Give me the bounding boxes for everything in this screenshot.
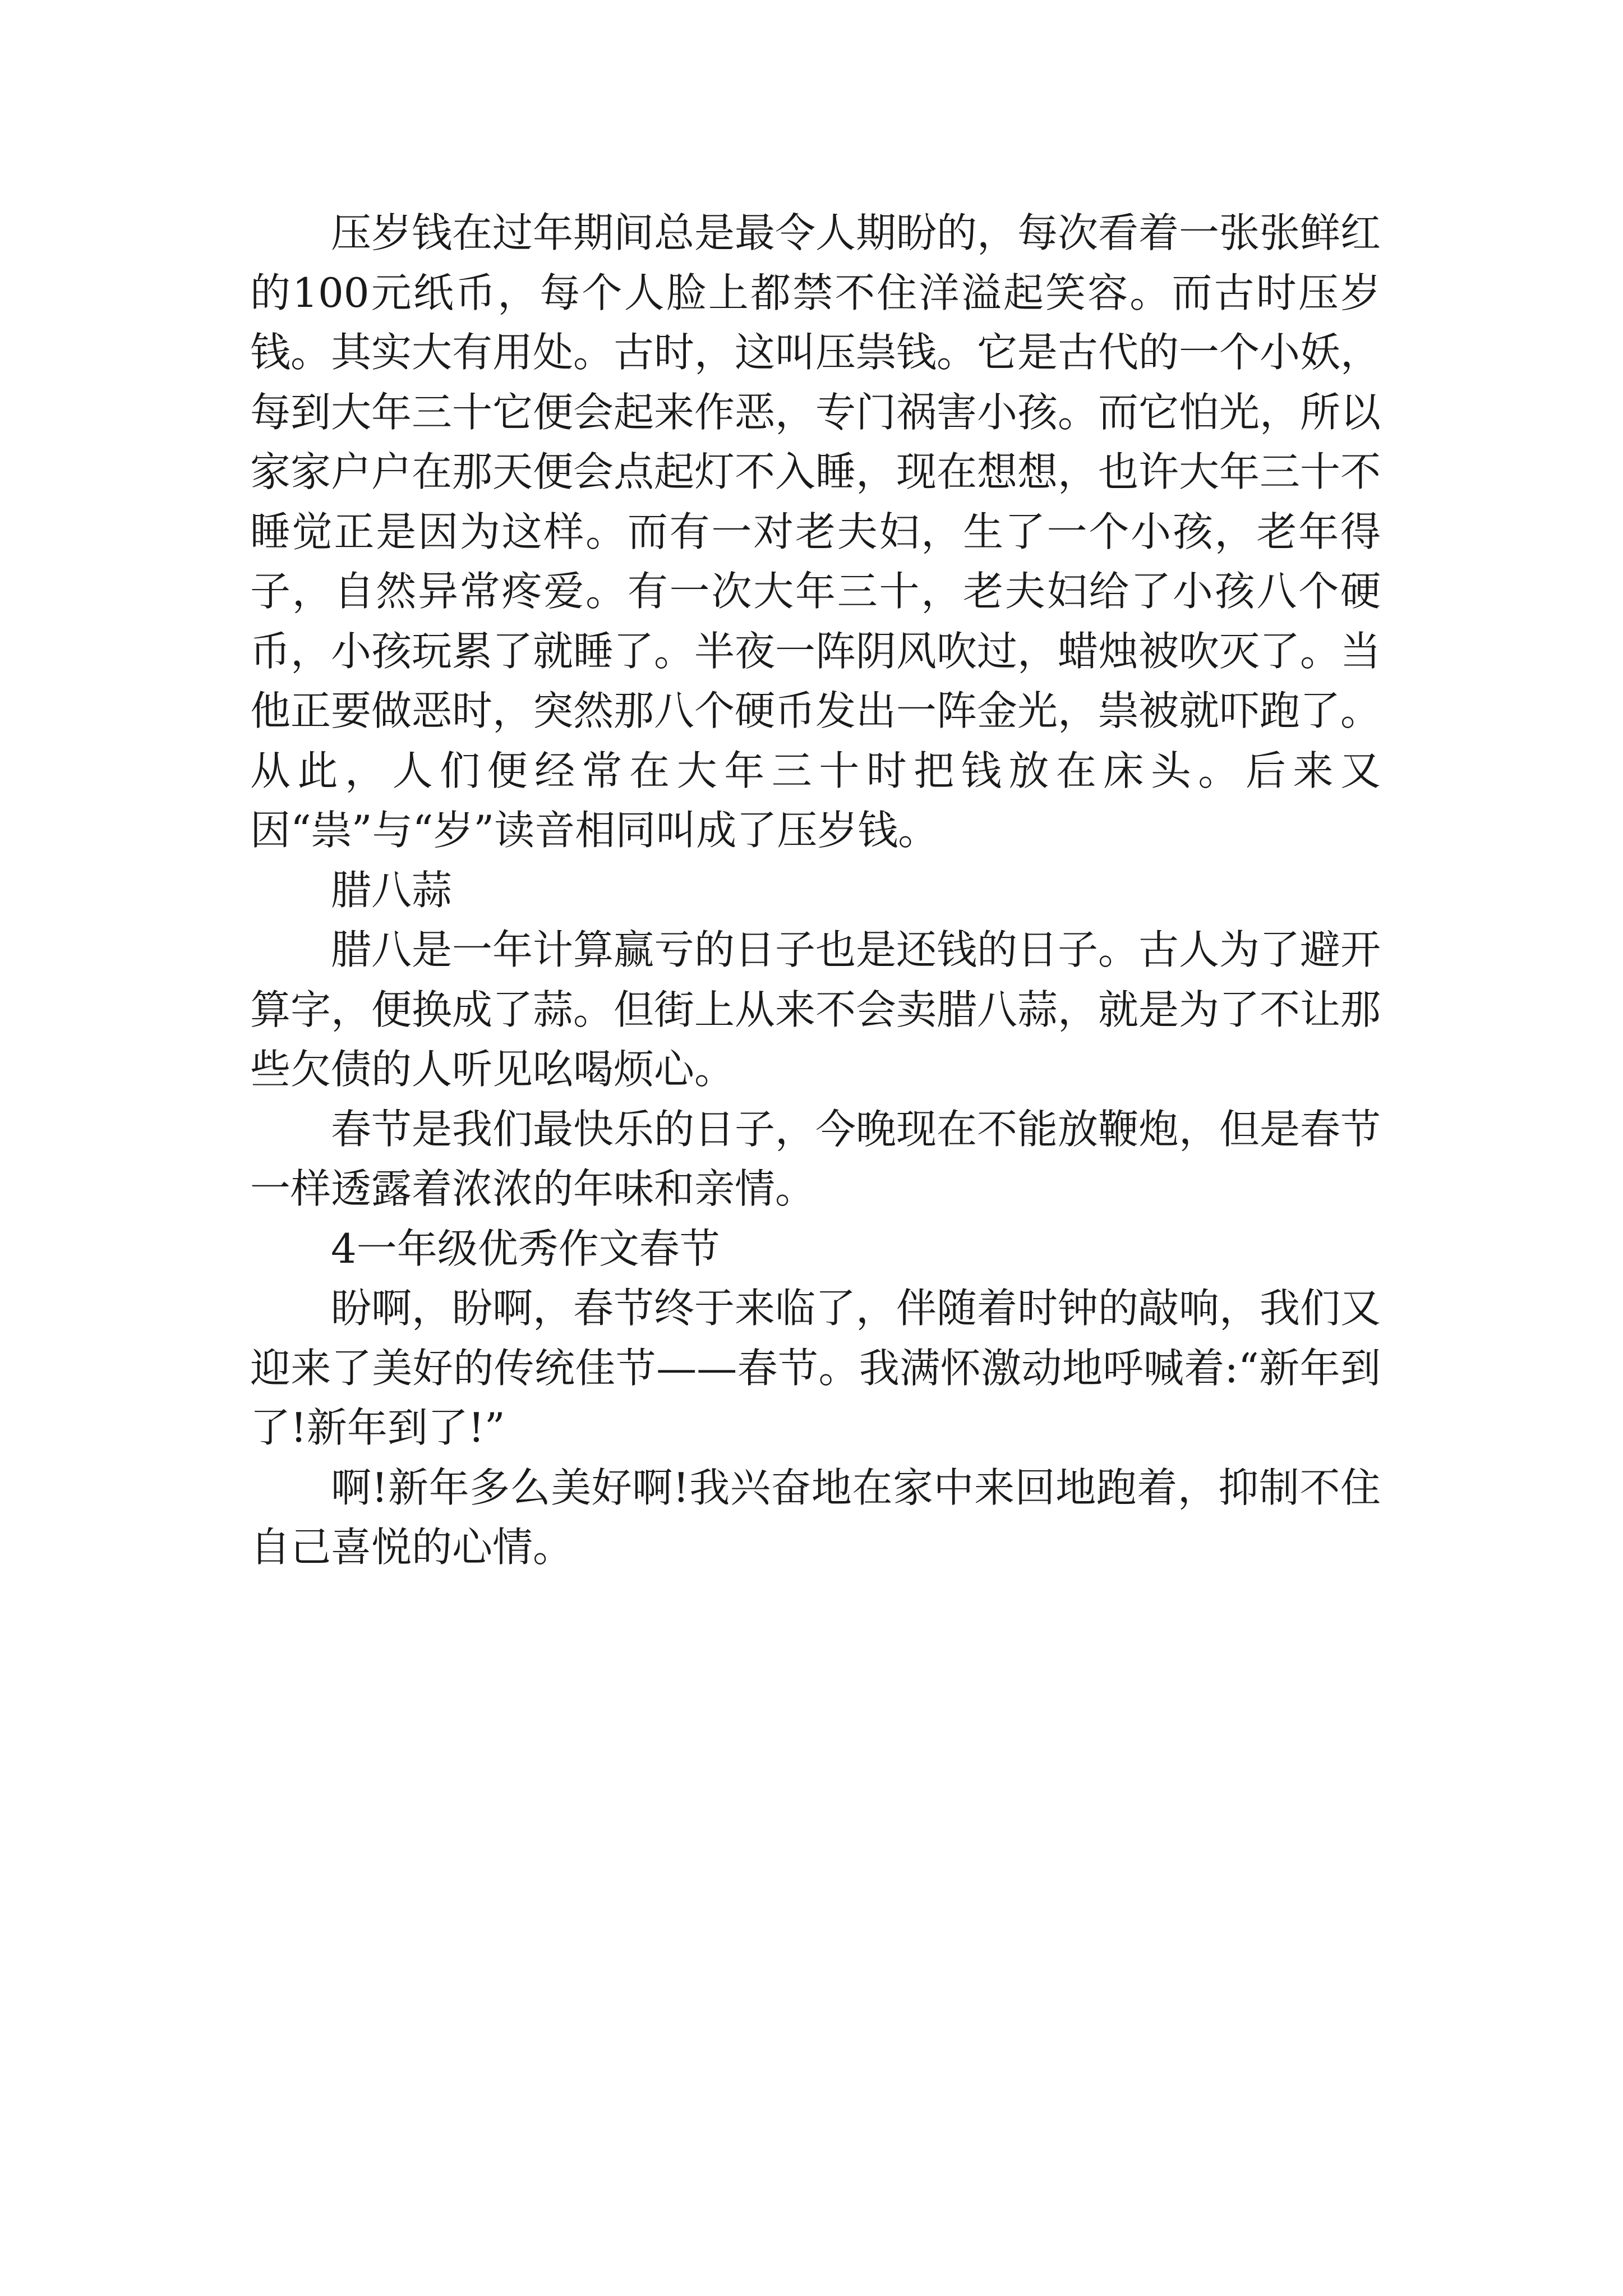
paragraph-spring-festival-joy: 春节是我们最快乐的日子，今晚现在不能放鞭炮，但是春节一样透露着浓浓的年味和亲情。 — [250, 1105, 1381, 1212]
subheading-laba-garlic: 腊八蒜 — [331, 866, 453, 914]
paragraph-new-year-arrives: 盼啊，盼啊，春节终于来临了，伴随着时钟的敲响，我们又迎来了美好的传统佳节——春节。我满怀激动地呼喊着:“新年到了!新年到了!” — [250, 1285, 1381, 1451]
essay-title: 4一年级优秀作文春节 — [331, 1225, 720, 1272]
paragraph-laba-garlic: 腊八是一年计算赢亏的日子也是还钱的日子。古人为了避开算字，便换成了蒜。但街上从来不会卖腊八蒜，就是为了不让那些欠债的人听见吆喝烦心。 — [250, 926, 1381, 1093]
paragraph-lucky-money: 压岁钱在过年期间总是最令人期盼的，每次看着一张张鲜红的100元纸币，每个人脸上都禁不住洋溢起笑容。而古时压岁钱。其实大有用处。古时，这叫压祟钱。它是古代的一个小妖，每到大年三十它便会起来作恶，专门祸害小孩。而它怕光，所以家家户户在那天便会点起灯不入睡，现在想想，也许大年三十不睡觉正是因为这样。而有一对老夫妇，生了一个小孩，老年得子，自然异常疼爱。有一次大年三十，老夫妇给了小孩八个硬币，小孩玩累了就睡了。半夜一阵阴风吹过，蜡烛被吹灭了。当他正要做恶时，突然那八个硬币发出一阵金光，祟被就吓跑了。从此，人们便经常在大年三十时把钱放在床头。后来又因“祟”与“岁”读音相同叫成了压岁钱。 — [250, 209, 1381, 854]
paragraph-excitement: 啊!新年多么美好啊!我兴奋地在家中来回地跑着，抑制不住自己喜悦的心情。 — [250, 1464, 1381, 1571]
document-body — [250, 203, 1381, 1577]
